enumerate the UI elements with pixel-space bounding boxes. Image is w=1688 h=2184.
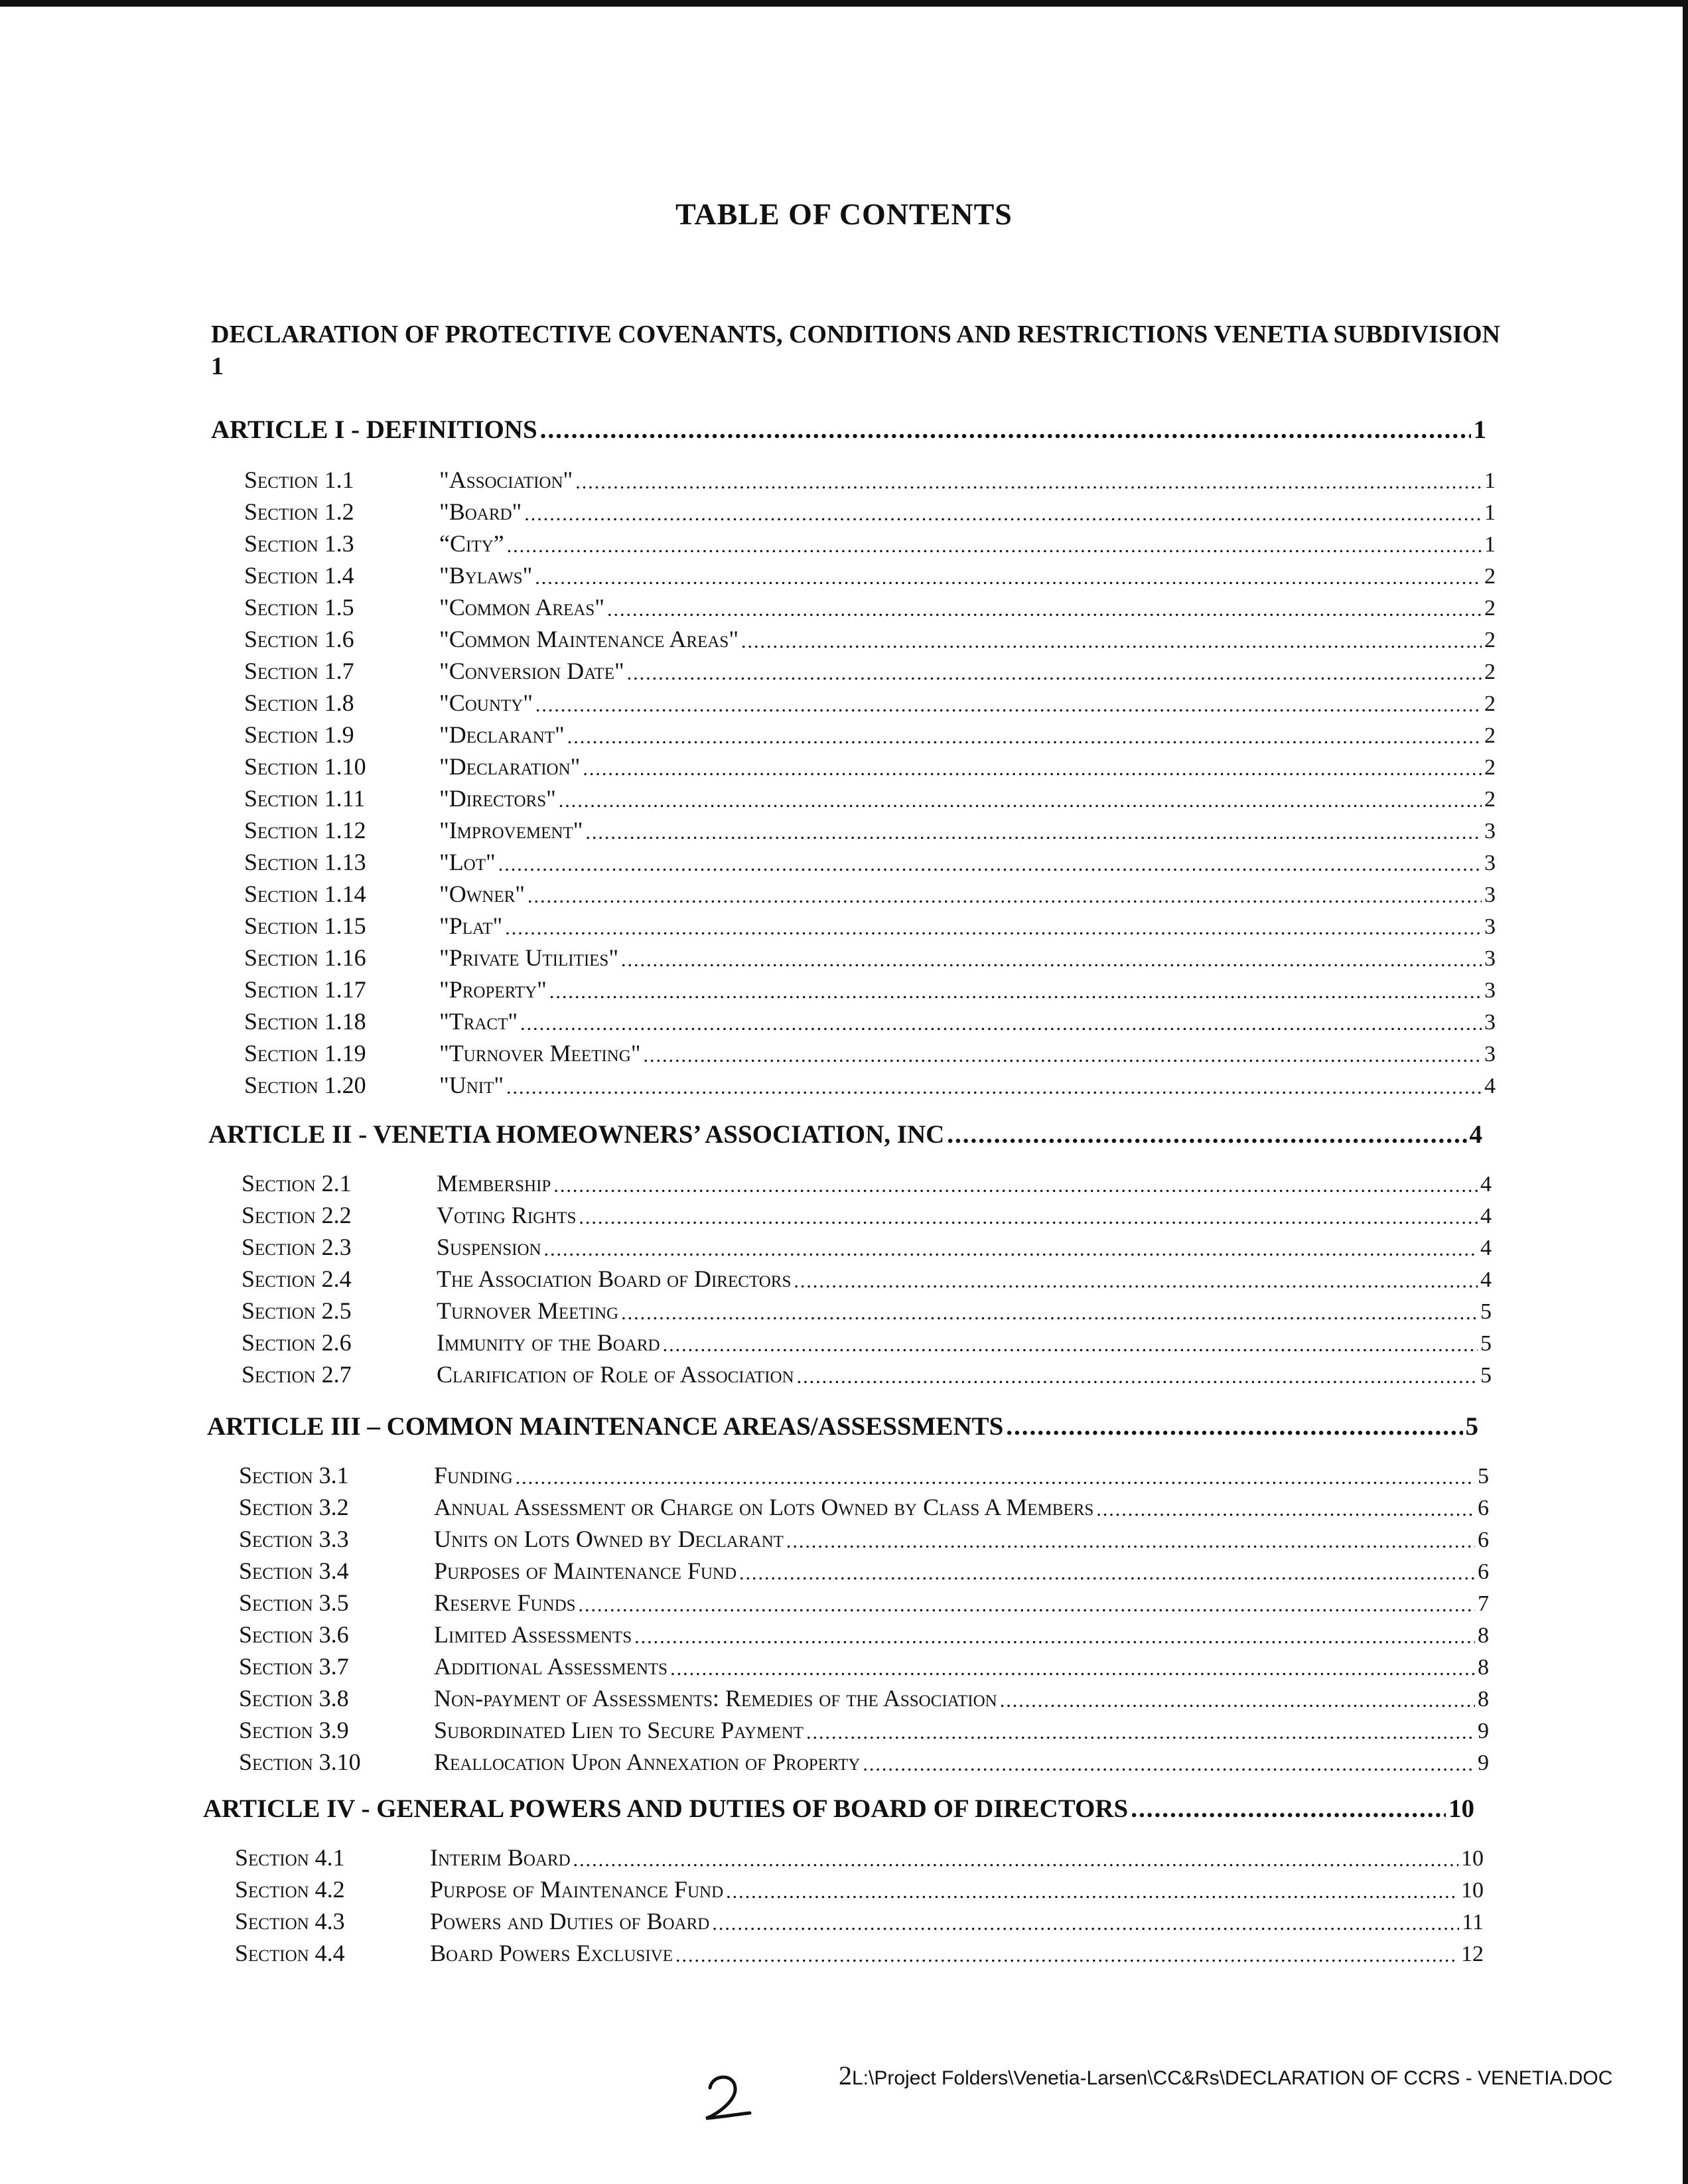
dot-leader	[520, 1013, 1482, 1035]
dot-leader	[627, 662, 1482, 685]
article-title: ARTICLE IV - GENERAL POWERS AND DUTIES OF BOARD OF DIRECTORS	[203, 1794, 1129, 1823]
section-number: Section 1.12	[244, 817, 366, 843]
dot-leader	[712, 1913, 1459, 1935]
article-page-number: 1	[1473, 415, 1486, 444]
dot-leader	[1006, 1412, 1462, 1441]
section-title: Limited Assessments	[434, 1621, 632, 1648]
section-page-number: 6	[1478, 1528, 1489, 1552]
section-title: "Turnover Meeting"	[439, 1040, 641, 1066]
footer-page-number: 2	[839, 2061, 852, 2090]
toc-section-entry	[244, 718, 1496, 749]
section-page-number: 1	[1484, 500, 1496, 525]
section-title: Funding	[434, 1462, 513, 1489]
section-page-number: 7	[1478, 1591, 1489, 1616]
section-title: "Declarant"	[439, 721, 565, 748]
section-number: Section 4.2	[235, 1876, 345, 1903]
section-title: Immunity of the Board	[437, 1329, 660, 1356]
section-title: "Owner"	[439, 881, 525, 907]
toc-article-entry	[207, 1407, 1478, 1441]
section-number: Section 1.13	[244, 849, 366, 875]
section-title: Purposes of Maintenance Fund	[434, 1558, 737, 1584]
section-page-number: 3	[1484, 914, 1496, 939]
section-page-number: 2	[1484, 596, 1496, 620]
dot-leader	[579, 1206, 1478, 1229]
section-title: "Board"	[439, 498, 522, 525]
dot-leader	[507, 535, 1482, 557]
section-number: Section 1.15	[244, 912, 366, 939]
dot-leader	[675, 1944, 1458, 1967]
section-number: Section 4.3	[235, 1908, 345, 1934]
section-title: Additional Assessments	[434, 1653, 668, 1680]
section-number: Section 3.5	[239, 1589, 349, 1616]
toc-section-entry	[239, 1554, 1489, 1585]
section-title: Reserve Funds	[434, 1589, 576, 1616]
footer-file-path: L:\Project Folders\Venetia-Larsen\CC&Rs\DECLARATION OF CCRS - VENETIA.DOC	[852, 2067, 1613, 2089]
toc-section-entry	[244, 622, 1496, 653]
toc-section-entry	[239, 1682, 1489, 1712]
section-number: Section 1.17	[244, 976, 366, 1003]
section-page-number: 5	[1480, 1331, 1492, 1356]
section-title: "County"	[439, 690, 533, 716]
section-number: Section 3.8	[239, 1685, 349, 1711]
document-heading: DECLARATION OF PROTECTIVE COVENANTS, CONDITIONS AND RESTRICTIONS VENETIA SUBDIVISION 1	[211, 321, 1500, 380]
article-title: ARTICLE I - DEFINITIONS	[211, 415, 537, 444]
dot-leader	[516, 1467, 1475, 1489]
section-page-number: 10	[1461, 1878, 1484, 1903]
dot-leader	[544, 1238, 1478, 1261]
section-page-number: 6	[1478, 1560, 1489, 1584]
section-page-number: 2	[1484, 787, 1496, 812]
toc-section-entry	[235, 1873, 1484, 1903]
section-number: Section 2.2	[242, 1202, 352, 1228]
dot-leader	[794, 1270, 1478, 1293]
toc-section-entry	[244, 686, 1496, 717]
section-page-number: 1	[1484, 532, 1496, 557]
section-page-number: 5	[1478, 1464, 1489, 1489]
section-number: Section 1.8	[244, 690, 354, 716]
toc-article-entry	[203, 1789, 1474, 1824]
dot-leader	[567, 726, 1482, 749]
scan-border-right	[1683, 0, 1688, 2184]
toc-section-entry	[242, 1294, 1492, 1325]
section-number: Section 1.4	[244, 562, 354, 589]
toc-section-entry	[244, 1037, 1496, 1067]
dot-leader	[540, 415, 1471, 445]
section-title: Powers and Duties of Board	[430, 1908, 710, 1934]
toc-section-entry	[244, 1005, 1496, 1035]
toc-section-entry	[244, 973, 1496, 1003]
section-page-number: 5	[1480, 1363, 1492, 1388]
dot-leader	[585, 822, 1482, 844]
section-number: Section 2.1	[242, 1170, 352, 1197]
section-page-number: 12	[1461, 1942, 1484, 1966]
toc-section-entry	[242, 1358, 1492, 1388]
dot-leader	[575, 471, 1482, 494]
toc-section-entry	[239, 1522, 1489, 1553]
dot-leader	[786, 1530, 1475, 1553]
toc-section-entry	[244, 495, 1496, 526]
section-number: Section 4.1	[235, 1844, 345, 1871]
section-title: "Property"	[439, 976, 547, 1003]
dot-leader	[506, 1076, 1482, 1099]
section-title: Interim Board	[430, 1844, 571, 1871]
section-page-number: 3	[1484, 1010, 1496, 1035]
toc-article-entry	[208, 1115, 1482, 1149]
section-title: "Bylaws"	[439, 562, 533, 589]
section-number: Section 1.11	[244, 785, 366, 812]
toc-article-entry	[211, 410, 1486, 445]
section-page-number: 8	[1478, 1687, 1489, 1711]
dot-leader	[621, 1302, 1478, 1325]
dot-leader	[579, 1594, 1475, 1617]
section-title: "Tract"	[439, 1008, 518, 1035]
section-page-number: 11	[1462, 1910, 1484, 1934]
section-page-number: 1	[1484, 469, 1496, 493]
toc-section-entry	[242, 1230, 1492, 1261]
toc-section-entry	[239, 1586, 1489, 1617]
dot-leader	[863, 1753, 1475, 1776]
section-title: “City”	[439, 530, 504, 557]
section-title: The Association Board of Directors	[437, 1266, 792, 1292]
footer	[839, 2060, 1612, 2091]
section-title: "Improvement"	[439, 817, 583, 843]
section-title: Membership	[437, 1170, 551, 1197]
section-number: Section 1.20	[244, 1072, 366, 1098]
section-page-number: 3	[1484, 883, 1496, 907]
section-page-number: 2	[1484, 628, 1496, 652]
section-number: Section 2.5	[242, 1297, 352, 1324]
toc-section-entry	[239, 1650, 1489, 1680]
section-number: Section 3.6	[239, 1621, 349, 1648]
dot-leader	[634, 1626, 1475, 1648]
section-page-number: 4	[1480, 1268, 1492, 1292]
dot-leader	[553, 1175, 1478, 1197]
section-title: "Lot"	[439, 849, 496, 875]
toc-section-entry	[244, 941, 1496, 972]
dot-leader	[1096, 1498, 1475, 1521]
section-page-number: 3	[1484, 978, 1496, 1003]
section-number: Section 1.1	[244, 467, 354, 493]
article-title: ARTICLE III – COMMON MAINTENANCE AREAS/ASSESSMENTS	[207, 1412, 1004, 1441]
section-number: Section 2.4	[242, 1266, 352, 1292]
toc-section-entry	[244, 1068, 1496, 1099]
dot-leader	[573, 1849, 1458, 1871]
dot-leader	[806, 1721, 1475, 1744]
section-page-number: 9	[1478, 1751, 1489, 1775]
section-page-number: 3	[1484, 946, 1496, 971]
section-number: Section 2.3	[242, 1234, 352, 1260]
section-title: "Common Areas"	[439, 594, 604, 620]
page-title: TABLE OF CONTENTS	[675, 197, 1013, 231]
section-title: Non-payment of Assessments: Remedies of the Association	[434, 1685, 997, 1711]
section-title: "Declaration"	[439, 753, 581, 780]
dot-leader	[1131, 1794, 1446, 1824]
section-number: Section 3.9	[239, 1717, 349, 1743]
section-title: Turnover Meeting	[437, 1297, 619, 1324]
section-page-number: 4	[1480, 1204, 1492, 1228]
article-page-number: 4	[1469, 1120, 1482, 1149]
toc-section-entry	[235, 1936, 1484, 1967]
section-number: Section 2.7	[242, 1361, 352, 1388]
dot-leader	[535, 567, 1482, 589]
section-number: Section 3.10	[239, 1749, 361, 1775]
section-title: "Directors"	[439, 785, 556, 812]
toc-section-entry	[242, 1167, 1492, 1197]
dot-leader	[549, 981, 1482, 1003]
toc-section-entry	[244, 845, 1496, 876]
section-title: "Private Utilities"	[439, 944, 619, 971]
section-number: Section 1.5	[244, 594, 354, 620]
toc-section-entry	[239, 1459, 1489, 1489]
toc-section-entry	[244, 654, 1496, 685]
toc-section-entry	[235, 1905, 1484, 1935]
dot-leader	[621, 949, 1482, 972]
section-number: Section 1.2	[244, 498, 354, 525]
toc-section-entry	[242, 1199, 1492, 1229]
dot-leader	[535, 694, 1482, 717]
dot-leader	[505, 917, 1482, 940]
section-page-number: 8	[1478, 1655, 1489, 1680]
dot-leader	[498, 853, 1482, 876]
section-page-number: 3	[1484, 1042, 1496, 1066]
toc-section-entry	[244, 782, 1496, 812]
section-title: Voting Rights	[437, 1202, 577, 1228]
section-number: Section 1.16	[244, 944, 366, 971]
section-page-number: 2	[1484, 723, 1496, 748]
section-title: Reallocation Upon Annexation of Property	[434, 1749, 861, 1775]
section-title: Units on Lots Owned by Declarant	[434, 1526, 784, 1552]
article-page-number: 5	[1465, 1412, 1478, 1441]
toc-section-entry	[244, 463, 1496, 494]
section-title: Annual Assessment or Charge on Lots Owned by Class A Members	[434, 1494, 1094, 1520]
section-title: Subordinated Lien to Secure Payment	[434, 1717, 804, 1743]
scan-border-top	[0, 0, 1688, 7]
section-number: Section 4.4	[235, 1940, 345, 1966]
section-title: "Conversion Date"	[439, 658, 624, 684]
section-page-number: 8	[1478, 1623, 1489, 1648]
dot-leader	[528, 885, 1482, 908]
section-page-number: 3	[1484, 819, 1496, 843]
toc-section-entry	[242, 1326, 1492, 1356]
section-title: Purpose of Maintenance Fund	[430, 1876, 724, 1903]
toc-section-entry	[244, 877, 1496, 908]
section-number: Section 1.14	[244, 881, 366, 907]
toc-section-entry	[239, 1713, 1489, 1744]
section-page-number: 6	[1478, 1496, 1489, 1520]
toc-section-entry	[244, 559, 1496, 589]
section-title: Clarification of Role of Association	[437, 1361, 794, 1388]
section-number: Section 1.7	[244, 658, 354, 684]
toc-section-entry	[239, 1618, 1489, 1648]
toc-section-entry	[239, 1745, 1489, 1776]
section-page-number: 10	[1461, 1846, 1484, 1871]
section-title: "Association"	[439, 467, 573, 493]
toc-section-entry	[239, 1491, 1489, 1521]
toc-section-entry	[244, 909, 1496, 940]
dot-leader	[583, 758, 1482, 780]
dot-leader	[739, 1562, 1475, 1585]
section-title: "Plat"	[439, 912, 503, 939]
toc-section-entry	[244, 527, 1496, 557]
toc-section-entry	[242, 1262, 1492, 1293]
section-page-number: 2	[1484, 692, 1496, 716]
section-page-number: 4	[1484, 1074, 1496, 1098]
section-page-number: 5	[1480, 1299, 1492, 1324]
section-number: Section 3.4	[239, 1558, 349, 1584]
section-page-number: 2	[1484, 755, 1496, 780]
dot-leader	[559, 790, 1482, 812]
dot-leader	[524, 503, 1482, 526]
section-number: Section 3.7	[239, 1653, 349, 1680]
section-number: Section 1.3	[244, 530, 354, 557]
section-number: Section 1.18	[244, 1008, 366, 1035]
dot-leader	[643, 1045, 1482, 1067]
handwritten-page-number	[695, 2068, 755, 2128]
section-title: "Common Maintenance Areas"	[439, 626, 739, 652]
toc-section-entry	[235, 1841, 1484, 1871]
section-number: Section 3.2	[239, 1494, 349, 1520]
toc-section-entry	[244, 814, 1496, 844]
dot-leader	[947, 1120, 1466, 1149]
section-title: "Unit"	[439, 1072, 504, 1098]
section-page-number: 9	[1478, 1719, 1489, 1743]
section-title: Suspension	[437, 1234, 541, 1260]
section-page-number: 2	[1484, 564, 1496, 589]
section-page-number: 4	[1480, 1236, 1492, 1260]
section-number: Section 2.6	[242, 1329, 352, 1356]
dot-leader	[1000, 1690, 1475, 1712]
section-title: Board Powers Exclusive	[430, 1940, 673, 1966]
dot-leader	[670, 1658, 1475, 1680]
toc-section-entry	[244, 591, 1496, 621]
section-number: Section 1.6	[244, 626, 354, 652]
article-page-number: 10	[1448, 1794, 1474, 1823]
section-number: Section 1.10	[244, 753, 366, 780]
section-number: Section 1.19	[244, 1040, 366, 1066]
dot-leader	[726, 1881, 1458, 1903]
dot-leader	[741, 630, 1482, 653]
section-number: Section 3.3	[239, 1526, 349, 1552]
dot-leader	[607, 599, 1482, 621]
article-title: ARTICLE II - VENETIA HOMEOWNERS’ ASSOCIATION, INC	[208, 1120, 945, 1149]
toc-section-entry	[244, 750, 1496, 780]
dot-leader	[663, 1334, 1478, 1356]
section-number: Section 3.1	[239, 1462, 349, 1489]
dot-leader	[797, 1366, 1478, 1388]
section-page-number: 4	[1480, 1172, 1492, 1197]
section-page-number: 2	[1484, 660, 1496, 684]
section-number: Section 1.9	[244, 721, 354, 748]
section-page-number: 3	[1484, 851, 1496, 875]
